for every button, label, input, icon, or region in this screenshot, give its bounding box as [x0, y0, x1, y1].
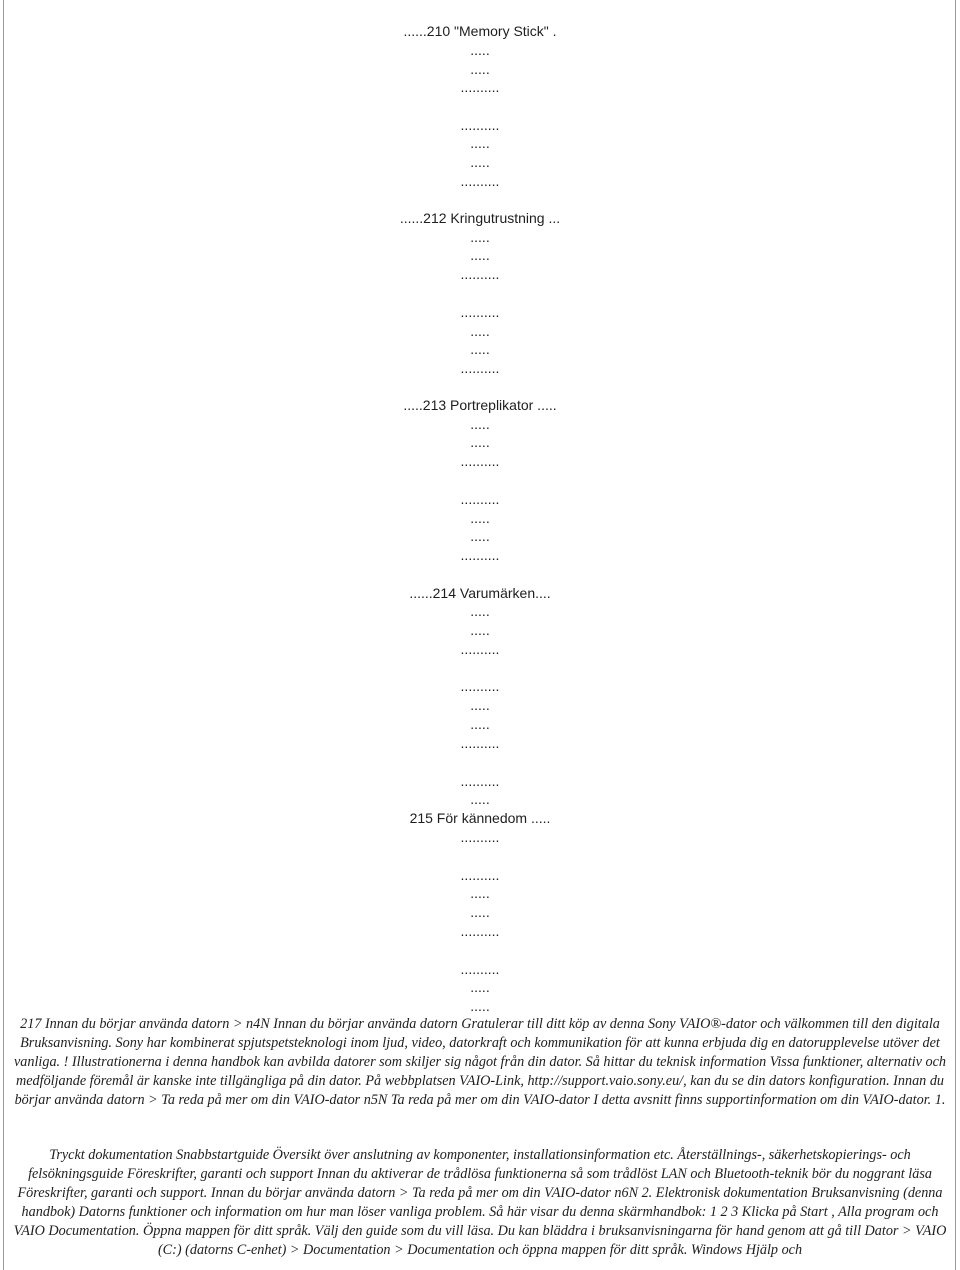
toc-line: ..... — [470, 416, 490, 432]
toc-line: ..... — [470, 885, 490, 901]
toc-line: ..... — [470, 998, 490, 1014]
toc-line: .......... — [460, 773, 500, 789]
toc-line: ..... — [470, 229, 490, 245]
toc-line: .......... — [460, 79, 500, 95]
toc-line: ..... — [470, 434, 490, 450]
toc-line: .......... — [460, 173, 500, 189]
toc-line: ..... — [470, 510, 490, 526]
toc-line: ..... — [470, 603, 490, 619]
toc-line: ..... — [470, 42, 490, 58]
toc-line: .......... — [460, 678, 500, 694]
toc-line: .......... — [460, 304, 500, 320]
toc-line: .......... — [460, 117, 500, 133]
toc-line: ..... — [470, 904, 490, 920]
toc-line: ..... — [470, 697, 490, 713]
toc-line: ..... — [470, 791, 490, 807]
intro-paragraph: 217 Innan du börjar använda datorn > n4N Innan du börjar använda datorn Gratulerar till ditt köp av denna Sony VAIO®-dator och välkommen till den digitala Bruksanvisning. Sony har kombinerat spjutspetsteknologi inom ljud, video, datorkraft och kommunikation för att kunna erbjuda dig en datorupplevelse utöver det vanliga. ! Illustrationerna i denna handbok kan avbilda datorer som skiljer sig något från din dator. Så hittar du teknisk information Vissa funktioner, alternativ och medföljande föremål är kanske inte tillgängliga på din dator. På webbplatsen VAIO-Link, http://support.vaio.sony.eu/, kan du se din dators konfiguration. Innan du börjar använda datorn > Ta reda på mer om din VAIO-dator n5N Ta reda på mer om din VAIO-dator I detta avsnitt finns supportinformation om din VAIO-dator. 1. — [14, 1016, 946, 1108]
toc-line: .......... — [460, 829, 500, 845]
toc-line: ..... — [470, 341, 490, 357]
toc-line: ..... — [470, 61, 490, 77]
toc-line: ..... — [470, 528, 490, 544]
toc-line: .......... — [460, 735, 500, 751]
toc-line: ......214 Varumärken.... — [409, 585, 551, 601]
toc-line: ..... — [470, 323, 490, 339]
toc-line: .......... — [460, 266, 500, 282]
toc-line: .......... — [460, 641, 500, 657]
toc-line: ..... — [470, 247, 490, 263]
toc-line: 215 För kännedom ..... — [409, 810, 551, 826]
toc-line: ......210 "Memory Stick" . — [403, 23, 557, 39]
toc-line: ..... — [470, 979, 490, 995]
toc-line: ..... — [470, 135, 490, 151]
toc-line: .......... — [460, 961, 500, 977]
documentation-paragraph: Tryckt dokumentation Snabbstartguide Översikt över anslutning av komponenter, installationsinformation etc. Återställnings-, säkerhetskopierings- och felsökningsguide Föreskrifter, garanti och support Innan du aktiverar de trådlösa funktionerna så som trådlöst LAN och Bluetooth-teknik bör du noggrant läsa Föreskrifter, garanti och support. Innan du börjar använda datorn > Ta reda på mer om din VAIO-dator n6N 2. Elektronisk dokumentation Bruksanvisning (denna handbok) Datorns funktioner och information om hur man löser vanliga problem. Så här visar du denna skärmhandbok: 1 2 3 Klicka på Start , Alla program och VAIO Documentation. Öppna mappen för ditt språk. Välj den guide som du vill läsa. Du kan bläddra i bruksanvisningarna för hand genom att gå till Dator > VAIO (C:) (datorns C-enhet) > Documentation > Documentation och öppna mappen för ditt språk. Windows Hjälp och — [13, 1147, 947, 1258]
toc-line: ..... — [470, 622, 490, 638]
toc-line: ..... — [470, 716, 490, 732]
toc-line: ......212 Kringutrustning ... — [399, 210, 561, 226]
toc-line: .....213 Portreplikator ..... — [403, 397, 557, 413]
toc-line: .......... — [460, 923, 500, 939]
toc-line: .......... — [460, 547, 500, 563]
toc-line: .......... — [460, 360, 500, 376]
toc-line: .......... — [460, 453, 500, 469]
toc-line: ..... — [470, 154, 490, 170]
toc-line: .......... — [460, 491, 500, 507]
toc-line: .......... — [460, 867, 500, 883]
